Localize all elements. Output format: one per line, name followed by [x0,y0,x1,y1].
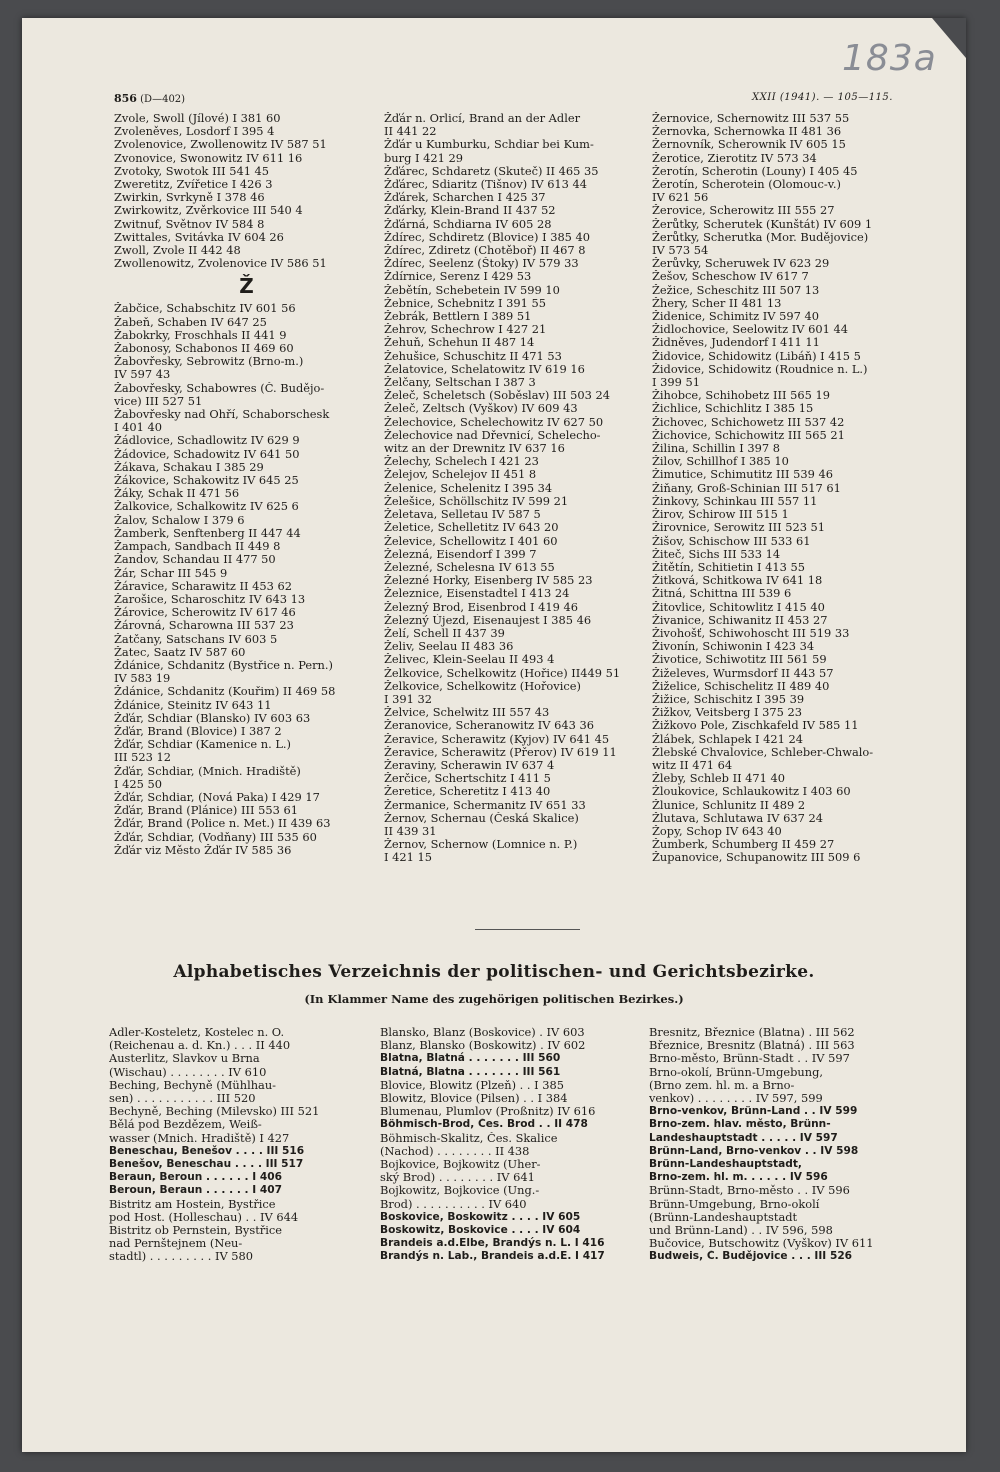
register-entry: Žehrov, Schechrow I 427 21 [384,323,547,337]
index-entry: (Nachod) . . . . . . . . II 438 [380,1144,530,1158]
register-entry: Žlunice, Schlunitz II 489 2 [652,798,806,812]
register-entry: Žernov, Schernow (Lomnice n. P.) [384,838,578,852]
register-entry: Žďár viz Město Žďár IV 585 36 [114,843,292,857]
register-entry: Želetava, Selletau IV 587 5 [384,508,541,522]
register-entry: Želkovice, Schelkowitz (Hořovice) [384,679,581,693]
index-entry: Beraun, Beroun . . . . . . I 406 [109,1171,282,1184]
register-entry: IV 573 54 [652,244,709,258]
index-entry: (Reichenau a. d. Kn.) . . . II 440 [109,1039,291,1053]
index-entry: Budweis, Č. Budějovice . . . III 526 [649,1250,853,1263]
register-entry: Žárovná, Scharowna III 537 23 [114,619,294,633]
register-entry: Zwoll, Zvole II 442 48 [114,244,241,258]
register-entry: Žatčany, Satschans IV 603 5 [114,632,278,646]
register-column-1 [114,112,379,857]
index-entry: Bistritz am Hostein, Bystřice [109,1197,276,1211]
register-entry: Žeraviny, Scherawin IV 637 4 [384,758,555,772]
register-entry: Žichovec, Schichowetz III 537 42 [652,415,845,429]
document-page [22,18,966,1452]
index-entry: Bučovice, Butschowitz (Vyškov) IV 611 [649,1237,874,1251]
register-entry: Zvole, Swoll (Jílové) I 381 60 [114,112,281,125]
register-entry: Žerůtky, Scherutek (Kunštát) IV 609 1 [652,217,873,231]
register-entry: Žeranovice, Scheranowitz IV 643 36 [384,719,595,733]
register-entry: Železné, Schelesna IV 613 55 [384,560,555,574]
index-entry: Blanz, Blansko (Boskowitz) . IV 602 [380,1039,586,1053]
index-subtitle: (In Klammer Name des zugehörigen politischen Bezirkes.) [304,992,684,1006]
register-column-2 [384,112,649,865]
index-entry: pod Host. (Holleschau) . . IV 644 [109,1210,299,1224]
register-entry: Ždírnice, Serenz I 429 53 [384,270,532,284]
register-entry: Železný Brod, Eisenbrod I 419 46 [384,600,579,614]
register-entry: Želeč, Zeltsch (Vyškov) IV 609 43 [384,402,578,416]
index-entry: Bechyně, Beching (Milevsko) III 521 [109,1105,320,1119]
register-entry: Žitovlice, Schitowlitz I 415 40 [652,600,825,614]
register-entry: Žešov, Scheschow IV 617 7 [652,270,809,284]
register-entry: Žabeň, Schaben IV 647 25 [114,315,267,329]
register-entry: burg I 421 29 [384,151,463,165]
register-entry: Žádlovice, Schadlowitz IV 629 9 [114,434,300,448]
index-entry: Brno-město, Brünn-Stadt . . IV 597 [649,1052,850,1066]
register-entry: Životice, Schiwotitz III 561 59 [652,653,827,667]
register-entry: Žďár, Brand (Plánice) III 553 61 [114,804,298,818]
register-entry: Žerůtky, Scherutka (Mor. Budějovice) [652,230,869,244]
register-entry: Žichovice, Schichowitz III 565 21 [652,428,845,442]
register-entry: Žiteč, Sichs III 533 14 [652,547,781,561]
register-entry: Židlochovice, Seelowitz IV 601 44 [652,323,848,337]
register-entry: Žehušice, Schuschitz II 471 53 [384,349,562,363]
register-entry: Žerotín, Scherotein (Olomouc-v.) [652,178,841,192]
register-entry: Žáky, Schak II 471 56 [114,487,240,501]
register-entry: Žiželeves, Wurmsdorf II 443 57 [652,666,834,680]
index-entry: Brno-zem. hlav. město, Brünn- [649,1118,831,1131]
section-letter: Ž [239,274,254,299]
handwritten-annotation: 183a [842,38,937,79]
register-entry: I 425 50 [114,777,162,791]
index-entry: Adler-Kosteletz, Kostelec n. O. [109,1026,285,1039]
register-entry: Županovice, Schupanowitz III 509 6 [652,851,861,865]
register-entry: Želvice, Schelwitz III 557 43 [384,706,550,720]
register-entry: Živanice, Schiwanitz II 453 27 [652,613,828,627]
register-entry: Žampach, Sandbach II 449 8 [114,540,281,554]
index-entry: Blovice, Blowitz (Plzeň) . . I 385 [380,1078,565,1092]
index-entry: Blansko, Blanz (Boskovice) . IV 603 [380,1026,585,1039]
index-entry: und Brünn-Land) . . IV 596, 598 [649,1224,833,1238]
register-entry: Žeretice, Scheretitz I 413 40 [384,785,551,799]
journal-reference: XXII (1941). — 105—115. [752,92,893,103]
index-title: Alphabetisches Verzeichnis der politischen- und Gerichtsbezirke. [173,962,815,982]
index-column-3 [649,1026,905,1264]
register-entry: Žišov, Schischow III 533 61 [652,534,811,548]
register-entry: Žernovník, Scherownik IV 605 15 [652,138,846,152]
register-entry: Žirov, Schirow III 515 1 [652,508,789,522]
register-entry: Zweretitz, Zvířetice I 426 3 [114,178,273,192]
index-entry: Blatná, Blatna . . . . . . . III 561 [380,1065,561,1078]
index-column-1 [109,1026,359,1264]
register-entry: Žďár, Brand (Blovice) I 387 2 [114,724,282,738]
register-entry: Žichlice, Schichlitz I 385 15 [652,402,814,416]
register-entry: I 421 15 [384,851,432,865]
index-entry: Bělá pod Bezdězem, Weiß- [109,1118,262,1132]
index-entry: Bresnitz, Březnice (Blatna) . III 562 [649,1026,855,1039]
register-entry: Žandov, Schandau II 477 50 [114,553,276,567]
register-entry: Žáravice, Scharawitz II 453 62 [114,579,292,593]
register-entry: Žernov, Schernau (Česká Skalice) [384,811,579,825]
register-entry: Ždánice, Schdanitz (Kouřim) II 469 58 [114,685,336,699]
register-entry: Želetice, Schelletitz IV 643 20 [384,521,559,535]
register-entry: Žlutava, Schlutawa IV 637 24 [652,811,823,825]
register-entry: Žamberk, Senftenberg II 447 44 [114,526,301,540]
register-entry: Žižice, Schischitz I 395 39 [652,692,805,706]
index-entry: Bojkovice, Bojkowitz (Uher- [380,1158,541,1172]
register-entry: Živohošť, Schiwohoscht III 519 33 [652,626,850,640]
register-entry: Židněves, Judendorf I 411 11 [652,336,820,350]
index-entry: Benešov, Beneschau . . . . III 517 [109,1158,304,1171]
register-entry: Žďárec, Sdiaritz (Tišnov) IV 613 44 [384,178,588,192]
register-entry: Žehuň, Schehun II 487 14 [384,336,535,350]
index-entry: (Brünn-Landeshauptstadt [649,1210,798,1224]
register-entry: Žalov, Schalow I 379 6 [114,513,245,527]
register-entry: Žabovřesky, Schabowres (Č. Budějo- [114,381,325,395]
register-entry: Žitětín, Schitietin I 413 55 [652,560,805,574]
register-entry: Žabokrky, Froschhals II 441 9 [114,328,287,342]
register-entry: Žebrák, Bettlern I 389 51 [384,310,532,324]
register-entry: Žernovice, Schernowitz III 537 55 [652,112,850,125]
register-entry: vice) III 527 51 [114,394,203,408]
register-entry: Žlebské Chvalovice, Schleber-Chwalo- [652,745,874,759]
register-entry: Žerotice, Zierotitz IV 573 34 [652,151,817,165]
register-entry: Žloukovice, Schlaukowitz I 403 60 [652,785,851,799]
register-entry: Žiňany, Groß-Schinian III 517 61 [652,481,841,495]
register-entry: Žďárná, Schdiarna IV 605 28 [384,217,552,231]
register-entry: Žďár, Schdiar, (Mnich. Hradiště) [114,764,301,778]
section-divider [475,929,580,930]
register-entry: Žirovnice, Serowitz III 523 51 [652,521,826,535]
register-entry: Zwirkowitz, Zvěrkovice III 540 4 [114,204,303,218]
index-entry: Brod) . . . . . . . . . . IV 640 [380,1197,527,1211]
index-entry: venkov) . . . . . . . . IV 597, 599 [649,1092,823,1106]
index-entry: Austerlitz, Slavkov u Brna [109,1052,260,1066]
register-entry: Žežice, Scheschitz III 507 13 [652,283,820,297]
register-entry: I 399 51 [652,376,700,390]
page-number: 856 [114,92,137,105]
register-entry: Želevice, Schellowitz I 401 60 [384,534,558,548]
register-entry: Zwollenowitz, Zvolenovice IV 586 51 [114,257,327,271]
index-entry: Beroun, Beraun . . . . . . I 407 [109,1184,282,1197]
index-entry: Blatna, Blatná . . . . . . . III 560 [380,1052,561,1065]
register-entry: Zwittales, Svitávka IV 604 26 [114,230,284,244]
register-entry: Žďár u Kumburku, Schdiar bei Kum- [384,138,594,152]
register-entry: witz II 471 64 [652,758,733,772]
register-entry: Žinkovy, Schinkau III 557 11 [652,494,818,508]
register-entry: Žákovice, Schakowitz IV 645 25 [114,474,299,488]
index-entry: Brünn-Stadt, Brno-město . . IV 596 [649,1184,850,1198]
index-entry: Landeshauptstadt . . . . . IV 597 [649,1131,838,1144]
register-entry: IV 583 19 [114,672,171,686]
index-entry: Blowitz, Blovice (Pilsen) . . I 384 [380,1092,568,1106]
register-entry: Žádovice, Schadowitz IV 641 50 [114,447,300,461]
page-header-left [114,92,185,105]
register-entry: Žihobce, Schihobetz III 565 19 [652,389,830,403]
register-entry: IV 597 43 [114,368,171,382]
register-entry: Žďár, Schdiar, (Vodňany) III 535 60 [114,830,317,844]
register-entry: IV 621 56 [652,191,709,205]
register-entry: Žerčice, Schertschitz I 411 5 [384,772,551,786]
register-entry: Žitná, Schittna III 539 6 [652,587,792,601]
register-entry: Žerotín, Scherotin (Louny) I 405 45 [652,164,858,178]
register-entry: Želkovice, Schelkowitz (Hořice) II449 51 [384,666,621,680]
register-entry: Žákava, Schakau I 385 29 [114,460,264,474]
index-entry: Brünn-Land, Brno-venkov . . IV 598 [649,1144,859,1157]
register-entry: Želiv, Seelau II 483 36 [384,640,514,654]
register-entry: Želechovice nad Dřevnicí, Schelecho- [384,428,601,442]
register-entry: Železná, Eisendorf I 399 7 [384,547,537,561]
index-entry: Březnice, Bresnitz (Blatná) . III 563 [649,1039,855,1053]
register-entry: Želčany, Seltschan I 387 3 [384,376,536,390]
register-entry: Zwitnuf, Světnov IV 584 8 [114,217,265,231]
register-entry: Žerovice, Scherowitz III 555 27 [652,204,835,218]
register-entry: Žatec, Saatz IV 587 60 [114,645,246,659]
index-entry: ský Brod) . . . . . . . . IV 641 [380,1171,535,1185]
register-entry: Žďár n. Orlicí, Brand an der Adler [384,112,581,125]
register-entry: Žabovřesky, Sebrowitz (Brno-m.) [114,355,304,369]
index-entry: Brno-okolí, Brünn-Umgebung, [649,1065,823,1079]
register-entry: Zvolenovice, Zwollenowitz IV 587 51 [114,138,327,152]
index-entry: Brandeis a.d.Elbe, Brandýs n. L. I 416 [380,1237,605,1250]
register-entry: Žabovřesky nad Ohří, Schaborschesk [114,408,330,422]
register-entry: Žernovka, Schernowka II 481 36 [652,125,842,139]
register-entry: Želejov, Schelejov II 451 8 [384,468,537,482]
register-entry: Žalkovice, Schalkowitz IV 625 6 [114,500,299,514]
index-entry: Brno-zem. hl. m. . . . . . IV 596 [649,1171,828,1184]
register-entry: Žižkovo Pole, Zischkafeld IV 585 11 [652,719,859,733]
index-entry: wasser (Mnich. Hradiště) I 427 [109,1131,290,1145]
register-entry: Žďár, Brand (Police n. Met.) II 439 63 [114,817,331,831]
register-entry: Želeč, Scheletsch (Soběslav) III 503 24 [384,389,610,403]
index-entry: (Brno zem. hl. m. a Brno- [649,1078,795,1092]
index-entry: Beneschau, Benešov . . . . III 516 [109,1144,305,1157]
register-entry: Žďár, Schdiar (Blansko) IV 603 63 [114,711,311,725]
register-entry: Žerůvky, Scheruwek IV 623 29 [652,257,830,271]
register-entry: Žarošice, Scharoschitz IV 643 13 [114,592,306,606]
register-entry: Žlábek, Schlapek I 421 24 [652,732,804,746]
index-entry: Böhmisch-Brod, Čes. Brod . . II 478 [380,1118,588,1131]
register-entry: Žebnice, Schebnitz I 391 55 [384,296,546,310]
register-entry: Želechovice, Schelechowitz IV 627 50 [384,415,604,429]
register-entry: Židovice, Schidowitz (Libáň) I 415 5 [652,349,861,363]
register-entry: witz an der Drewnitz IV 637 16 [384,442,565,456]
register-entry: Žopy, Schop IV 643 40 [652,824,782,838]
index-entry: Brünn-Landeshauptstadt, [649,1158,802,1171]
register-entry: Židovice, Schidowitz (Roudnice n. L.) [652,362,868,376]
register-entry: Železné Horky, Eisenberg IV 585 23 [384,574,593,588]
page-code: (D—402) [140,94,186,105]
index-entry: sen) . . . . . . . . . . . III 520 [109,1092,256,1106]
register-entry: Žabonosy, Schabonos II 469 60 [114,342,294,356]
register-entry: Žilov, Schillhof I 385 10 [652,455,789,469]
register-entry: Žabčice, Schabschitz IV 601 56 [114,302,296,316]
register-entry: Žďár, Schdiar (Kamenice n. L.) [114,738,291,752]
register-entry: Zvoleněves, Losdorf I 395 4 [114,125,275,139]
register-entry: Žitková, Schitkowa IV 641 18 [652,574,823,588]
register-entry: Ždírec, Seelenz (Štoky) IV 579 33 [384,257,579,271]
register-entry: Žďárky, Klein-Brand II 437 52 [384,204,556,218]
register-entry: Želechy, Schelech I 421 23 [384,455,539,469]
register-entry: Žilina, Schillin I 397 8 [652,442,780,456]
index-entry: Böhmisch-Skalitz, Čes. Skalice [380,1131,558,1145]
register-entry: II 439 31 [384,824,437,838]
index-entry: Blumenau, Plumlov (Proßnitz) IV 616 [380,1105,596,1119]
register-entry: Žermanice, Schermanitz IV 651 33 [384,798,586,812]
register-entry: Želivec, Klein-Seelau II 493 4 [384,653,555,667]
register-entry: Žiželice, Schischelitz II 489 40 [652,679,830,693]
register-entry: Žár, Schar III 545 9 [114,566,228,580]
register-entry: Želešice, Schöllschitz IV 599 21 [384,494,569,508]
register-entry: Želatovice, Schelatowitz IV 619 16 [384,362,585,376]
register-entry: Žeravice, Scherawitz (Kyjov) IV 641 45 [384,732,610,746]
register-entry: Železný Újezd, Eisenaujest I 385 46 [384,613,592,627]
index-entry: Brno-venkov, Brünn-Land . . IV 599 [649,1105,858,1118]
register-entry: Žižkov, Veitsberg I 375 23 [652,706,802,720]
register-entry: III 523 12 [114,751,171,765]
register-entry: Zwirkin, Svrkyně I 378 46 [114,191,265,205]
register-entry: Žďárek, Scharchen I 425 37 [384,191,546,205]
index-entry: Boskovice, Boskowitz . . . . IV 605 [380,1210,581,1223]
index-entry: Bojkowitz, Bojkovice (Ung.- [380,1184,540,1198]
register-entry: Žďár, Schdiar, (Nová Paka) I 429 17 [114,790,320,804]
index-entry: Brandýs n. Lab., Brandeis a.d.E. I 417 [380,1250,605,1263]
index-entry: Bistritz ob Pernstein, Bystřice [109,1224,282,1238]
register-entry: Žeravice, Scherawitz (Přerov) IV 619 11 [384,745,617,759]
register-entry: Zvotoky, Swotok III 541 45 [114,164,270,178]
register-entry: Žebětín, Schebetein IV 599 10 [384,283,560,297]
torn-corner [932,18,966,58]
index-entry: Brünn-Umgebung, Brno-okolí [649,1197,820,1211]
index-entry: stadtl) . . . . . . . . . IV 580 [109,1250,254,1264]
register-entry: Želenice, Schelenitz I 395 34 [384,481,553,495]
index-entry: Beching, Bechyně (Mühlhau- [109,1078,277,1092]
register-column-3 [652,112,937,865]
register-entry: Ždírec, Schdiretz (Blovice) I 385 40 [384,230,591,244]
register-entry: Železnice, Eisenstadtel I 413 24 [384,587,570,601]
register-entry: Žumberk, Schumberg II 459 27 [652,838,835,852]
register-entry: Ždánice, Schdanitz (Bystřice n. Pern.) [114,658,333,672]
register-entry: Ždánice, Steinitz IV 643 11 [114,698,272,712]
register-entry: Ždírec, Zdiretz (Chotěboř) II 467 8 [384,244,586,258]
index-entry: nad Pernštejnem (Neu- [109,1237,243,1251]
register-entry: Žleby, Schleb II 471 40 [652,772,786,786]
register-entry: I 391 32 [384,692,432,706]
index-entry: (Wischau) . . . . . . . . IV 610 [109,1065,267,1079]
register-entry: Zvonovice, Swonowitz IV 611 16 [114,151,303,165]
register-entry: Židenice, Schimitz IV 597 40 [652,310,819,324]
register-entry: II 441 22 [384,125,437,139]
register-entry: I 401 40 [114,421,162,435]
register-entry: Žárovice, Scherowitz IV 617 46 [114,606,296,620]
register-entry: Žďárec, Schdaretz (Skuteč) II 465 35 [384,164,599,178]
index-column-2 [380,1026,630,1264]
register-entry: Žimutice, Schimutitz III 539 46 [652,468,833,482]
index-entry: Boskowitz, Boskovice . . . . IV 604 [380,1224,581,1237]
register-entry: Živonín, Schiwonin I 423 34 [652,640,815,654]
register-entry: Žhery, Scher II 481 13 [652,296,782,310]
register-entry: Želí, Schell II 437 39 [384,626,505,640]
